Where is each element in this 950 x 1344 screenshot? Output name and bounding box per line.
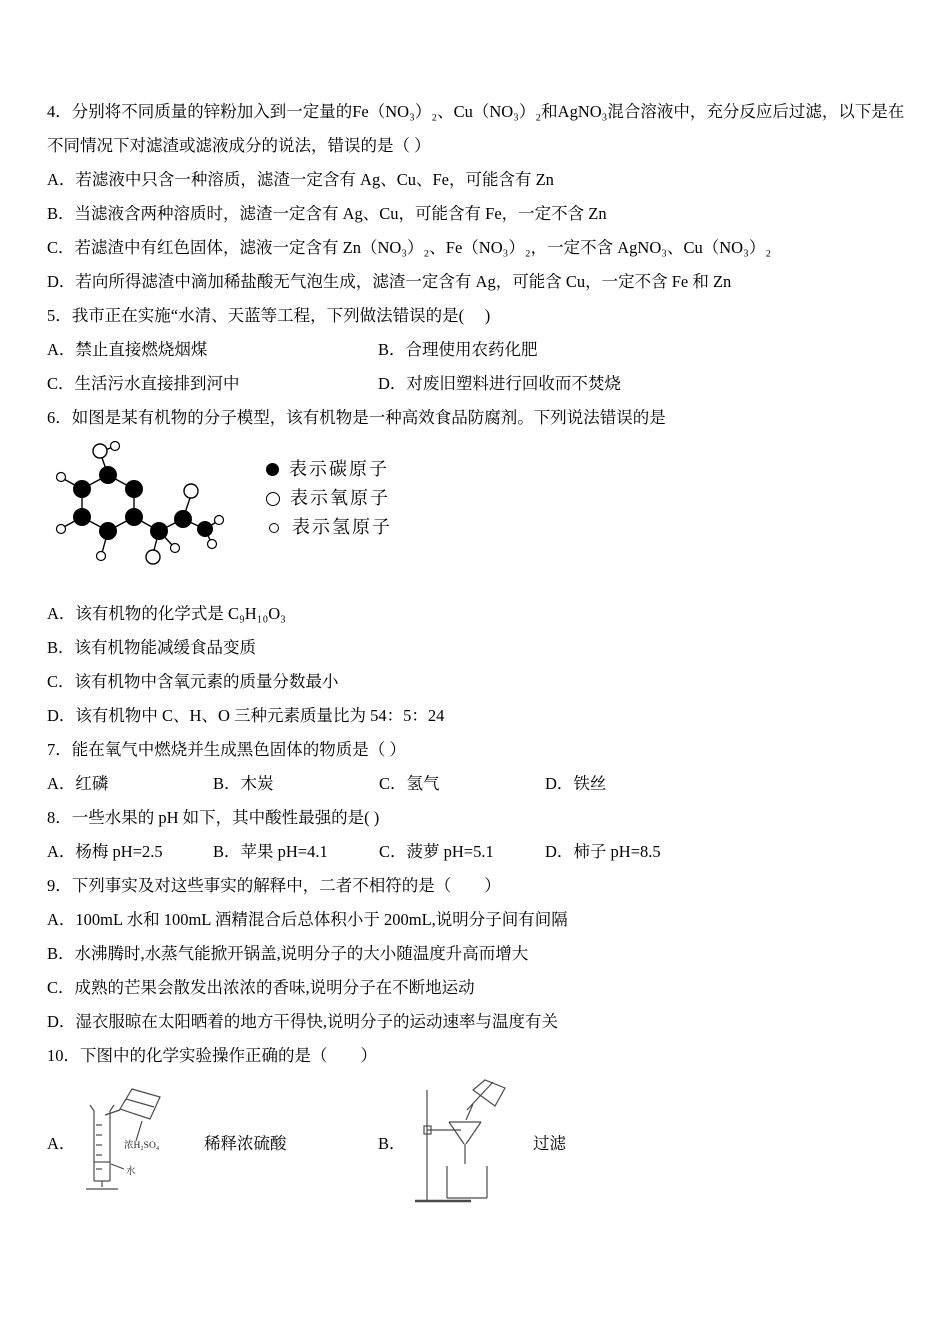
dilution-figure: [80, 1083, 192, 1201]
water-label: 水: [126, 1167, 136, 1177]
q10-option-b-label: B．: [378, 1134, 406, 1153]
q8-option-b: B．苹果 pH=4.1: [213, 842, 328, 861]
q6-stem: 6．如图是某有机物的分子模型，该有机物是一种高效食品防腐剂。下列说法错误的是: [47, 408, 666, 427]
q9-stem: 9．下列事实及对这些事实的解释中，二者不相符的是（ ）: [47, 876, 501, 895]
legend-oxygen: [266, 484, 392, 513]
q7-option-b: B．木炭: [213, 774, 274, 793]
legend-carbon-label: 表示碳原子: [289, 459, 389, 479]
q6-option-b: B．该有机物能减缓食品变质: [47, 638, 257, 657]
q9-option-d: D．湿衣服晾在太阳晒着的地方干得快,说明分子的运动速率与温度有关: [47, 1012, 559, 1031]
q10-option-a-label: A．: [47, 1134, 76, 1153]
filtration-diagram: [411, 1078, 521, 1206]
q5-options-row-1: [47, 333, 905, 367]
q8-option-a: A．杨梅 pH=2.5: [47, 842, 163, 861]
oxygen-atom-icon: [266, 492, 280, 506]
question-7: [47, 733, 905, 801]
question-4: [47, 95, 905, 299]
carbon-atom-icon: [266, 463, 279, 476]
q6-option-a: A．该有机物的化学式是 C₉H₁₀O₃: [47, 604, 286, 623]
q5-option-c: C．生活污水直接排到河中: [47, 374, 240, 393]
q9-option-a: A．100mL 水和 100mL 酒精混合后总体积小于 200mL,说明分子间有间隔: [47, 910, 568, 929]
q4-option-b: B．当滤液含两种溶质时，滤渣一定含有 Ag、Cu，可能含有 Fe，一定不含 Zn: [47, 204, 607, 223]
q7-option-d: D．铁丝: [545, 774, 607, 793]
q5-options-row-2: [47, 367, 905, 401]
legend-carbon: [266, 455, 392, 484]
q8-stem: 8．一些水果的 pH 如下，其中酸性最强的是( ): [47, 808, 380, 827]
molecule-legend: [266, 455, 392, 542]
q6-option-d: D．该有机物中 C、H、O 三种元素质量比为 54：5：24: [47, 706, 445, 725]
legend-oxygen-label: 表示氧原子: [290, 488, 390, 508]
q5-option-b: B．合理使用农药化肥: [378, 340, 538, 359]
q4-option-c: C．若滤渣中有红色固体，滤液一定含有 Zn（NO₃）₂、Fe（NO₃）₂，一定不含 AgNO₃、Cu（NO₃）₂: [47, 238, 772, 257]
q4-stem: 4．分别将不同质量的锌粉加入到一定量的Fe（NO₃）₂、Cu（NO₃）₂和AgNO₃混合溶液中，充分反应后过滤，以下是在不同情况下对滤渣或滤液成分的说法，错误的是（ ）: [47, 102, 905, 155]
q8-option-d: D．柿子 pH=8.5: [545, 842, 661, 861]
q5-stem: 5．我市正在实施“水清、天蓝等工程，下列做法错误的是( ): [47, 306, 491, 325]
q8-option-c: C．菠萝 pH=5.1: [379, 842, 494, 861]
q7-options-row: [47, 767, 905, 801]
q10-figures: [47, 1077, 905, 1207]
q7-option-c: C．氢气: [379, 774, 440, 793]
question-5: [47, 299, 905, 401]
q8-options-row: [47, 835, 905, 869]
q5-option-a: A．禁止直接燃烧烟煤: [47, 340, 208, 359]
legend-hydrogen: [266, 513, 392, 542]
molecule-figure: [53, 439, 905, 591]
question-8: [47, 801, 905, 869]
q4-option-d: D．若向所得滤渣中滴加稀盐酸无气泡生成，滤渣一定含有 Ag，可能含 Cu，一定不含 Fe 和 Zn: [47, 272, 732, 291]
q7-option-a: A．红磷: [47, 774, 109, 793]
hydrogen-atom-icon: [269, 523, 279, 533]
q10-option-b-caption: 过滤: [533, 1134, 566, 1153]
q4-option-a: A．若滤液中只含一种溶质，滤渣一定含有 Ag、Cu、Fe，可能含有 Zn: [47, 170, 554, 189]
question-9: [47, 869, 905, 1039]
molecule-diagram: [53, 439, 228, 579]
question-6: [47, 401, 905, 733]
legend-hydrogen-label: 表示氢原子: [292, 517, 392, 537]
filtration-figure: [411, 1078, 521, 1206]
q10-stem: 10．下图中的化学实验操作正确的是（ ）: [47, 1046, 377, 1065]
q6-option-c: C．该有机物中含氧元素的质量分数最小: [47, 672, 339, 691]
q10-option-a-caption: 稀释浓硫酸: [204, 1134, 287, 1153]
q5-option-d: D．对废旧塑料进行回收而不焚烧: [378, 374, 621, 393]
q7-stem: 7．能在氧气中燃烧并生成黑色固体的物质是（ ）: [47, 740, 406, 759]
acid-label: 浓H₂SO₄: [124, 1141, 160, 1151]
q9-option-b: B．水沸腾时,水蒸气能掀开锅盖,说明分子的大小随温度升高而增大: [47, 944, 529, 963]
q9-option-c: C．成熟的芒果会散发出浓浓的香味,说明分子在不断地运动: [47, 978, 475, 997]
question-10: [47, 1039, 905, 1207]
